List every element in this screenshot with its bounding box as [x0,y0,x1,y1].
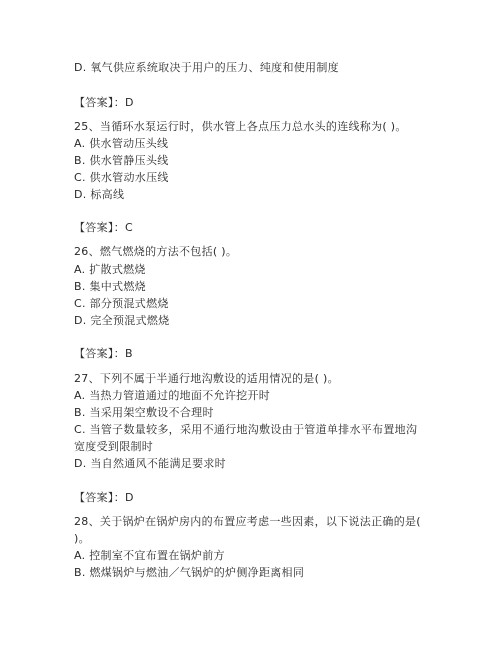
option-28-a: A. 控制室不宜布置在锅炉前方 [74,549,225,562]
option-27-c-line1: C. 当管子数量较多，采用不通行地沟敷设由于管道单排水平布置地沟 [74,423,418,436]
option-24-d: D. 氧气供应系统取决于用户的压力、纯度和使用制度 [74,61,339,74]
option-25-a: A. 供水管动压头线 [74,137,169,150]
option-27-a: A. 当热力管道通过的地面不允许挖开时 [74,389,271,402]
option-26-c: C. 部分预混式燃烧 [74,297,169,310]
option-26-b: B. 集中式燃烧 [74,280,146,293]
question-28-line1: 28、关于锅炉在锅炉房内的布置应考虑一些因素，以下说法正确的是( [74,515,421,528]
question-25: 25、当循环水泵运行时，供水管上各点压力总水头的连线称为( )。 [74,120,407,133]
question-28-line2: )。 [74,532,90,545]
question-27: 27、下列不属于半通行地沟敷设的适用情况的是( )。 [74,372,339,385]
option-25-c: C. 供水管动水压线 [74,171,169,184]
answer-26: 【答案】：B [74,347,133,360]
answer-24: 【答案】：D [74,96,134,109]
option-27-b: B. 当采用架空敷设不合理时 [74,406,214,419]
option-26-a: A. 扩散式燃烧 [74,263,146,276]
question-26: 26、燃气燃烧的方法不包括( )。 [74,245,238,258]
option-27-c-line2: 宽度受到限制时 [74,440,154,453]
option-28-b: B. 燃煤锅炉与燃油／气锅炉的炉侧净距离相同 [74,566,305,579]
option-25-d: D. 标高线 [74,188,125,201]
option-27-d: D. 当自然通风不能满足要求时 [74,457,226,470]
answer-25: 【答案】：C [74,221,133,234]
option-25-b: B. 供水管静压头线 [74,154,169,167]
option-26-d: D. 完全预混式燃烧 [74,314,170,327]
answer-27: 【答案】：D [74,491,134,504]
